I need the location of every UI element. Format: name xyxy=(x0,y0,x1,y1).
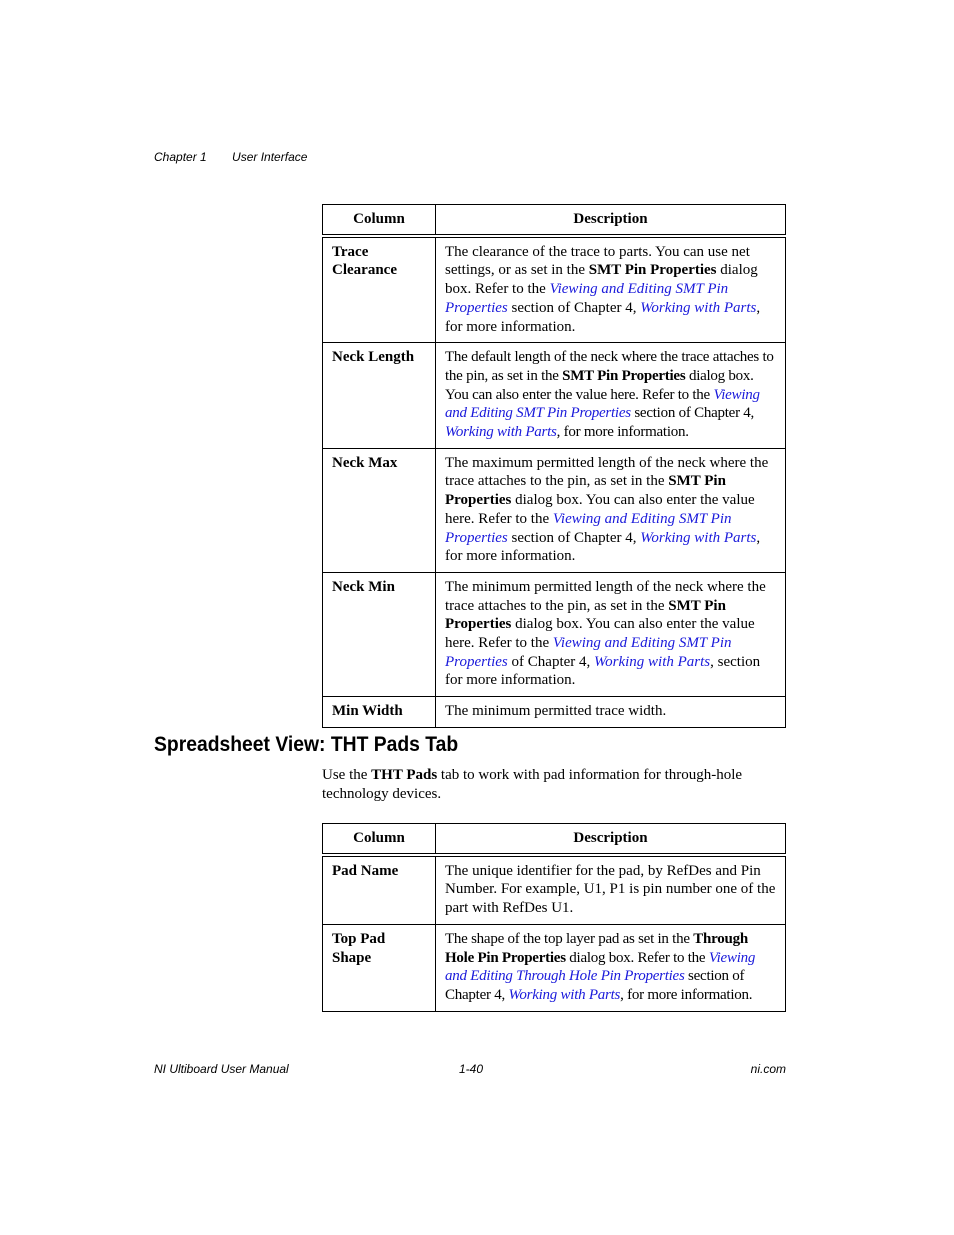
section-heading: Spreadsheet View: THT Pads Tab xyxy=(154,733,459,756)
section-link[interactable]: Viewing and Editing SMT Pin Properties xyxy=(445,510,732,546)
table-header-row xyxy=(323,824,786,855)
table-row xyxy=(323,343,786,449)
section-link[interactable]: Viewing and Editing SMT Pin Properties xyxy=(445,281,729,316)
dialog-name: SMT Pin Properties xyxy=(445,473,726,509)
table-row xyxy=(323,236,786,343)
row-description xyxy=(436,855,786,925)
desc-text: , section for more information. xyxy=(445,653,761,689)
chapter-number: Chapter 1 xyxy=(154,150,207,164)
tab-name: THT Pads xyxy=(371,767,438,783)
running-header xyxy=(154,150,307,164)
row-description xyxy=(436,924,786,1011)
desc-text: The default length of the neck where the trace attaches to the pin, as set in the xyxy=(445,349,774,384)
dialog-name: Through Hole Pin Properties xyxy=(445,930,748,966)
section-link[interactable]: Viewing and Editing SMT Pin Properties xyxy=(445,386,760,422)
page-number: 1-40 xyxy=(459,1062,484,1076)
row-term: Trace Clearance xyxy=(323,236,436,343)
table-row xyxy=(323,855,786,925)
desc-text: dialog box. You can also enter the value here. Refer to the xyxy=(445,492,755,527)
chapter-link[interactable]: Working with Parts xyxy=(594,653,711,670)
column-header: Column xyxy=(323,205,436,236)
intro-text: tab to work with pad information for through-hole technology devices. xyxy=(322,767,743,802)
row-term: Min Width xyxy=(323,697,436,728)
dialog-name: SMT Pin Properties xyxy=(588,262,717,279)
row-description xyxy=(436,236,786,343)
description-header: Description xyxy=(436,205,786,236)
desc-text: section of Chapter 4, xyxy=(507,529,641,546)
table-row xyxy=(323,924,786,1011)
chapter-link[interactable]: Working with Parts xyxy=(640,529,757,546)
dialog-name: SMT Pin Properties xyxy=(445,597,726,633)
row-description xyxy=(436,343,786,449)
section-link[interactable]: Viewing and Editing SMT Pin Properties xyxy=(445,635,732,670)
trace-properties-table xyxy=(322,204,786,728)
website: ni.com xyxy=(750,1062,786,1076)
row-description xyxy=(436,572,786,696)
desc-text: , for more information. xyxy=(556,424,689,441)
tht-pads-table xyxy=(322,823,786,1012)
row-term: Top Pad Shape xyxy=(323,924,436,1011)
desc-text: of Chapter 4, xyxy=(507,653,595,670)
row-term: Neck Length xyxy=(323,343,436,449)
desc-text: section of Chapter 4, xyxy=(630,405,755,422)
desc-text: dialog box. Refer to the xyxy=(445,262,758,298)
row-description xyxy=(436,697,786,728)
table-header-row xyxy=(323,205,786,236)
description-header: Description xyxy=(436,824,786,855)
desc-text: dialog box. Refer to the xyxy=(565,949,709,966)
desc-text: section of Chapter 4, xyxy=(445,968,745,1003)
row-description xyxy=(436,448,786,572)
table-row xyxy=(323,697,786,728)
desc-text: , for more information. xyxy=(445,299,761,335)
chapter-link[interactable]: Working with Parts xyxy=(640,299,757,316)
manual-title: NI Ultiboard User Manual xyxy=(154,1062,289,1076)
chapter-link[interactable]: Working with Parts xyxy=(445,424,557,441)
chapter-link[interactable]: Working with Parts xyxy=(508,986,621,1003)
row-term: Neck Min xyxy=(323,572,436,696)
column-header: Column xyxy=(323,824,436,855)
row-term: Pad Name xyxy=(323,855,436,925)
intro-text: Use the xyxy=(322,767,372,783)
desc-text: dialog box. You can also enter the value here. Refer to the xyxy=(445,616,755,652)
desc-text: The minimum permitted length of the neck where the trace attaches to the pin, as set in the xyxy=(445,578,766,614)
desc-text: section of Chapter 4, xyxy=(507,299,641,316)
desc-text: The maximum permitted length of the neck where the trace attaches to the pin, as set in the xyxy=(445,454,769,490)
chapter-title: User Interface xyxy=(232,150,308,164)
table-row xyxy=(323,448,786,572)
desc-text: , for more information. xyxy=(445,529,761,565)
table-row xyxy=(323,572,786,696)
desc-text: dialog box. You can also enter the value here. Refer to the xyxy=(445,367,754,403)
desc-text: The clearance of the trace to parts. You can use net settings, or as set in the xyxy=(445,243,750,279)
section-intro xyxy=(322,766,786,803)
desc-text: The minimum permitted trace width. xyxy=(445,703,667,720)
desc-text: , for more information. xyxy=(620,986,753,1003)
dialog-name: SMT Pin Properties xyxy=(562,367,686,384)
section-link[interactable]: Viewing and Editing Through Hole Pin Properties xyxy=(445,949,756,985)
desc-text: The unique identifier for the pad, by RefDes and Pin Number. For example, U1, P1 is pin number one of the part with RefDes U1. xyxy=(445,862,776,917)
row-term: Neck Max xyxy=(323,448,436,572)
desc-text: The shape of the top layer pad as set in the xyxy=(445,930,694,947)
